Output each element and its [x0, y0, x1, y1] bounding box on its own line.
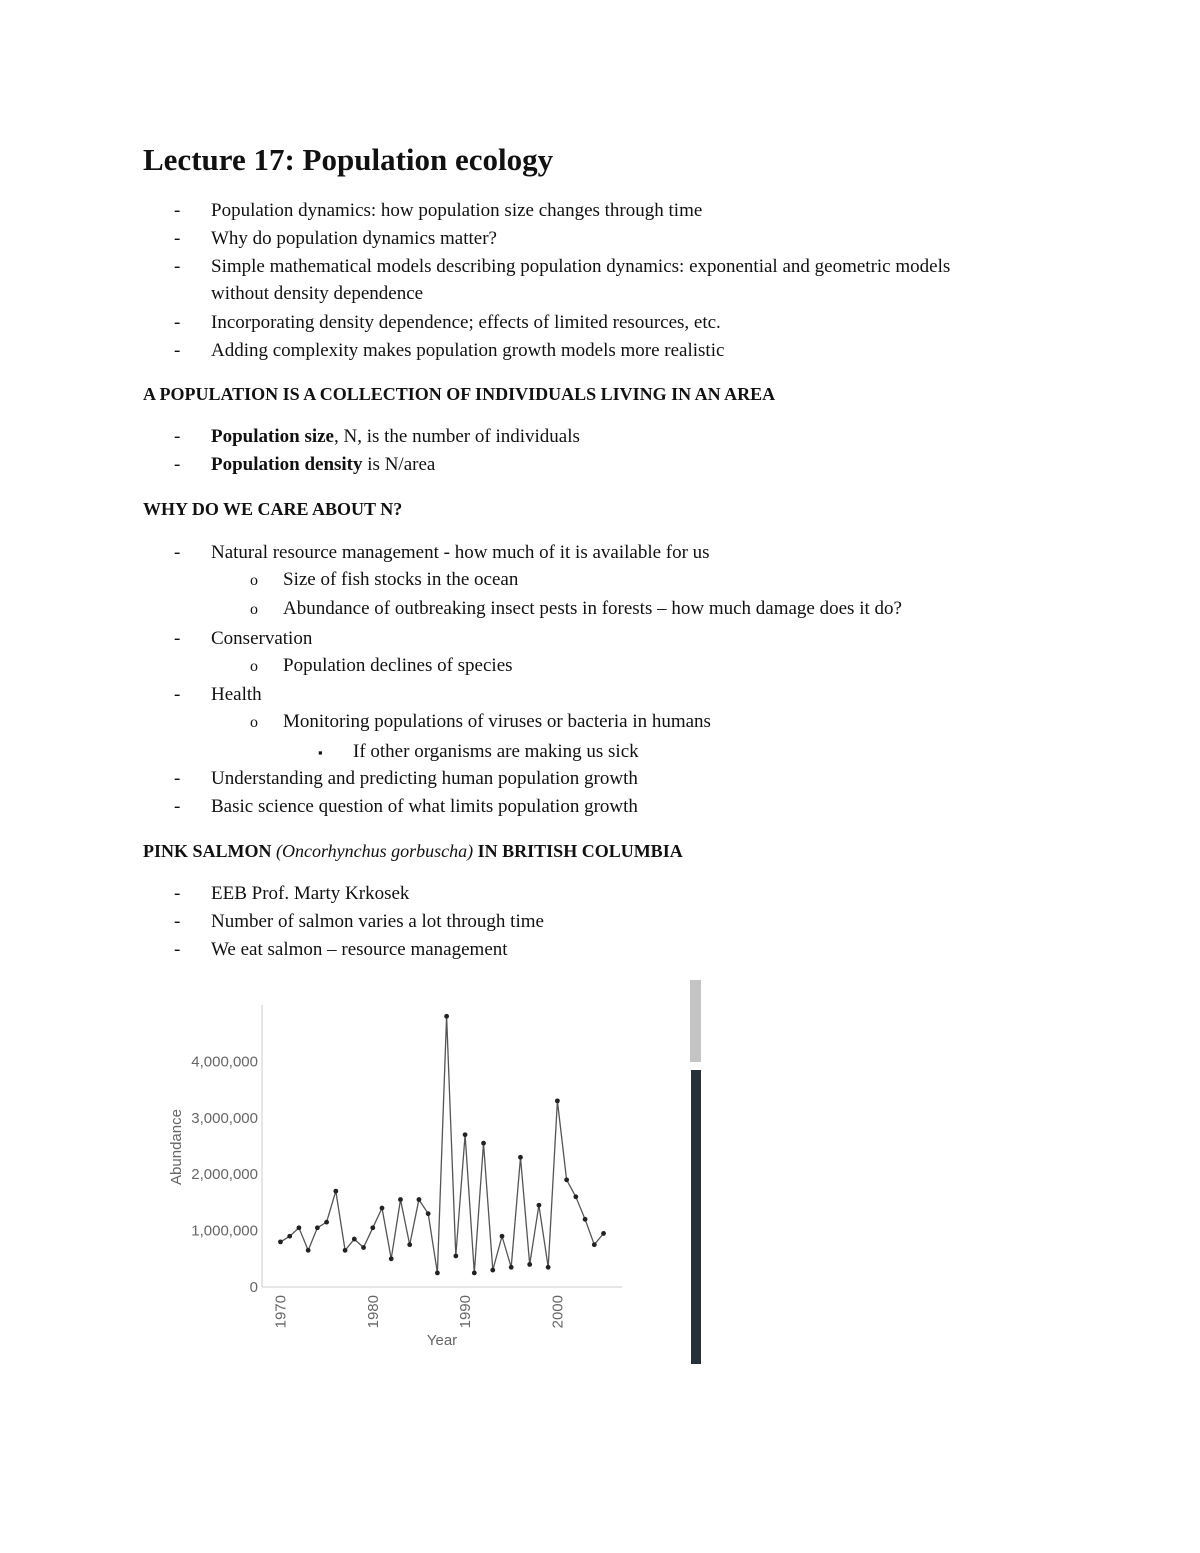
data-point: [537, 1203, 542, 1208]
data-point: [444, 1014, 449, 1019]
sub-list-item: Population declines of species: [283, 655, 513, 676]
list-item-continuation: without density dependence: [211, 283, 424, 304]
x-tick-labels: [272, 1295, 566, 1328]
list-item: EEB Prof. Marty Krkosek: [211, 883, 410, 904]
definition-text: , N, is the number of individuals: [333, 426, 580, 447]
sub-sub-list-item: If other organisms are making us sick: [353, 741, 639, 762]
data-point: [315, 1225, 320, 1230]
square-bullet: ▪: [318, 745, 323, 760]
list-item: Basic science question of what limits population growth: [211, 796, 638, 817]
circle-bullet: o: [250, 601, 258, 618]
list-item: Simple mathematical models describing population dynamics: exponential and geometric models: [211, 256, 951, 277]
x-tick-label: 2000: [549, 1295, 567, 1329]
data-point: [472, 1271, 477, 1276]
abundance-chart: [160, 995, 640, 1355]
page-title: Lecture 17: Population ecology: [143, 142, 554, 177]
dash-marker: -: [174, 684, 181, 705]
sub-list-item: Size of fish stocks in the ocean: [283, 569, 519, 590]
data-point: [518, 1155, 523, 1160]
data-point: [490, 1268, 495, 1273]
term-population-size: Population size: [211, 426, 334, 447]
dash-marker: -: [174, 911, 181, 932]
list-item: Conservation: [211, 628, 313, 649]
definition-text: is N/area: [362, 454, 436, 475]
series-line: [281, 1016, 604, 1273]
list-item: [211, 453, 435, 477]
dash-marker: -: [174, 312, 181, 333]
y-tick-label: 0: [249, 1279, 258, 1296]
data-point: [306, 1248, 311, 1253]
x-tick-label: 1980: [364, 1295, 382, 1329]
data-point: [463, 1132, 468, 1137]
data-point: [546, 1265, 551, 1270]
dash-marker: -: [174, 796, 181, 817]
data-point: [592, 1242, 597, 1247]
data-point: [287, 1234, 292, 1239]
data-point: [527, 1262, 532, 1267]
dash-marker: -: [174, 454, 181, 475]
circle-bullet: o: [250, 572, 258, 589]
circle-bullet: o: [250, 714, 258, 731]
list-item: Incorporating density dependence; effects of limited resources, etc.: [211, 312, 721, 333]
data-point: [500, 1234, 505, 1239]
list-item: Adding complexity makes population growth models more realistic: [211, 340, 725, 361]
data-point: [453, 1254, 458, 1259]
list-item: Understanding and predicting human population growth: [211, 768, 638, 789]
x-tick-label: 1970: [272, 1295, 290, 1329]
list-item: [211, 425, 580, 449]
sub-list-item: Monitoring populations of viruses or bacteria in humans: [283, 711, 711, 732]
list-item: Health: [211, 684, 262, 705]
section-heading-pink-salmon: [143, 839, 683, 863]
list-item: We eat salmon – resource management: [211, 939, 508, 960]
data-point: [601, 1231, 606, 1236]
data-point: [417, 1197, 422, 1202]
data-point: [333, 1189, 338, 1194]
dash-marker: -: [174, 768, 181, 789]
data-point: [278, 1239, 283, 1244]
data-point: [352, 1237, 357, 1242]
y-tick-label: 4,000,000: [191, 1053, 258, 1071]
data-point: [509, 1265, 514, 1270]
list-item: Number of salmon varies a lot through time: [211, 911, 544, 932]
y-tick-label: 1,000,000: [191, 1222, 258, 1240]
y-tick-labels: [191, 1053, 258, 1296]
dash-marker: -: [174, 542, 181, 563]
scrollbar-thumb-dark: [691, 1070, 701, 1364]
dash-marker: -: [174, 628, 181, 649]
dash-marker: -: [174, 200, 181, 221]
x-tick-label: 1990: [457, 1295, 475, 1329]
y-tick-label: 2,000,000: [191, 1166, 258, 1184]
x-axis-label: Year: [426, 1332, 458, 1349]
circle-bullet: o: [250, 658, 258, 675]
heading-text: IN BRITISH COLUMBIA: [473, 841, 683, 861]
species-name: (Oncorhynchus gorbuscha): [276, 841, 474, 861]
dash-marker: -: [174, 256, 181, 277]
dash-marker: -: [174, 939, 181, 960]
data-point: [564, 1177, 569, 1182]
data-point: [407, 1242, 412, 1247]
data-point: [389, 1256, 394, 1261]
dash-marker: -: [174, 340, 181, 361]
data-point: [398, 1197, 403, 1202]
data-point: [324, 1220, 329, 1225]
dash-marker: -: [174, 883, 181, 904]
sub-list-item: Abundance of outbreaking insect pests in forests – how much damage does it do?: [283, 598, 902, 619]
data-point: [583, 1217, 588, 1222]
data-point: [555, 1098, 560, 1103]
data-point: [361, 1245, 366, 1250]
scrollbar-track-light: [690, 980, 701, 1062]
data-point: [481, 1141, 486, 1146]
dash-marker: -: [174, 426, 181, 447]
list-item: Population dynamics: how population size changes through time: [211, 200, 703, 221]
data-point: [370, 1225, 375, 1230]
term-population-density: Population density: [211, 454, 363, 475]
y-axis-label: Abundance: [168, 1109, 185, 1185]
list-item: Natural resource management - how much of it is available for us: [211, 542, 710, 563]
data-point: [573, 1194, 578, 1199]
data-point: [435, 1271, 440, 1276]
data-point: [343, 1248, 348, 1253]
data-point: [426, 1211, 431, 1216]
y-tick-label: 3,000,000: [191, 1109, 258, 1127]
list-item: Why do population dynamics matter?: [211, 228, 497, 249]
data-point: [297, 1225, 302, 1230]
data-point: [380, 1206, 385, 1211]
section-heading-population: A POPULATION IS A COLLECTION OF INDIVIDUALS LIVING IN AN AREA: [143, 384, 776, 404]
dash-marker: -: [174, 228, 181, 249]
heading-text: PINK SALMON: [143, 841, 277, 861]
section-heading-why-care: WHY DO WE CARE ABOUT N?: [143, 499, 403, 519]
